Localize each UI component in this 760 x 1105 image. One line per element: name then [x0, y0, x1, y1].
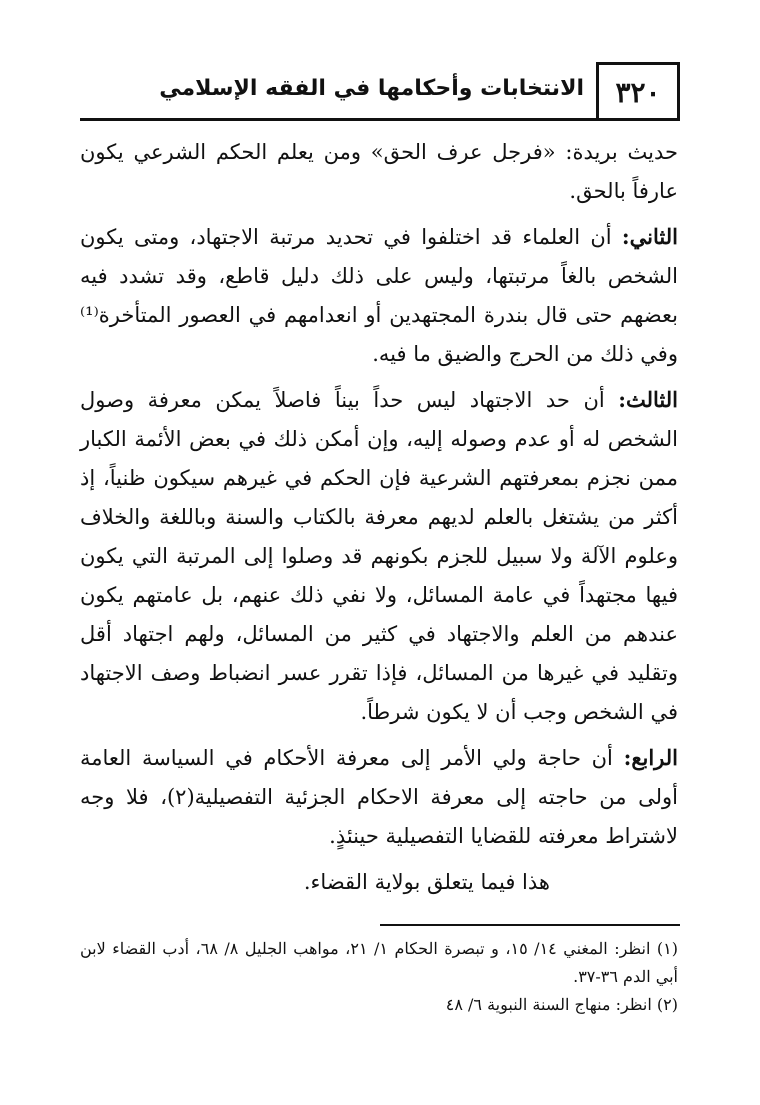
running-header: [80, 62, 680, 122]
paragraph-hadith: [80, 132, 678, 211]
book-title: الانتخابات وأحكامها في الفقه الإسلامي: [159, 76, 584, 101]
page-number-box: [596, 62, 680, 120]
header-rule: [80, 118, 680, 121]
paragraph-text: أن حاجة ولي الأمر إلى معرفة الأحكام في السياسة العامة أولى من حاجته إلى معرفة الاحكام الجزئية التفصيلية(٢)، فلا وجه لاشتراط معرفته للقضايا التفصيلية حينئذٍ.: [80, 746, 678, 848]
paragraph-text: حديث بريدة: «فرجل عرف الحق» ومن يعلم الحكم الشرعي يكون عارفاً بالحق.: [80, 140, 678, 203]
paragraph-fourth: [80, 738, 678, 856]
paragraph-lead: الرابع:: [623, 745, 678, 770]
paragraph-closing: [80, 862, 678, 902]
paragraph-third: [80, 380, 678, 732]
footnote-2: (٢) انظر: منهاج السنة النبوية ٦/ ٤٨: [445, 995, 678, 1014]
footnote-1: (١) انظر: المغني ١٤/ ١٥، و تبصرة الحكام ١/ ٢١، مواهب الجليل ٨/ ٦٨، أدب القضاء لابن أبي الدم ٣٦-٣٧.: [80, 939, 679, 986]
footnote-rule: [380, 924, 680, 926]
footnotes: [80, 935, 678, 1019]
paragraph-lead: الثالث:: [618, 387, 678, 412]
paragraph-text: أن حد الاجتهاد ليس حداً بيناً فاصلاً يمكن معرفة وصول الشخص له أو عدم وصوله إليه، وإن أمكن ذلك في بعض الأئمة الكبار ممن نجزم بمعرفتهم الشرعية فإن الحكم في غيرهم سيكون ظنياً، إذ أكثر من يشتغل بالعلم لديهم معرفة بالكتاب والسنة وباللغة والخلاف وعلوم الآلة ولا سبيل للجزم بكونهم قد وصلوا إلى المرتبة التي يكون فيها مجتهداً في عامة المسائل، ولا نفي ذلك عنهم، بل عامتهم يكون عندهم من العلم والاجتهاد في كثير من المسائل، ولهم اجتهاد أقل وتقليد في غيرها من المسائل، فإذا تقرر عسر انضباط وصف الاجتهاد في الشخص وجب أن لا يكون شرطاً.: [80, 388, 678, 724]
paragraph-second: [80, 217, 678, 374]
body-text: [80, 132, 678, 902]
paragraph-text: أن العلماء قد اختلفوا في تحديد مرتبة الاجتهاد، ومتى يكون الشخص بالغاً مرتبتها، وليس على ذلك دليل قاطع، وقد تشدد فيه بعضهم حتى قال بندرة المجتهدين أو انعدامهم في العصور المتأخرة⁽¹⁾ وفي ذلك من الحرج والضيق ما فيه.: [80, 225, 678, 366]
page-number: ٣٢٠: [615, 76, 661, 109]
paragraph-text: هذا فيما يتعلق بولاية القضاء.: [303, 870, 550, 894]
paragraph-lead: الثاني:: [621, 224, 678, 249]
